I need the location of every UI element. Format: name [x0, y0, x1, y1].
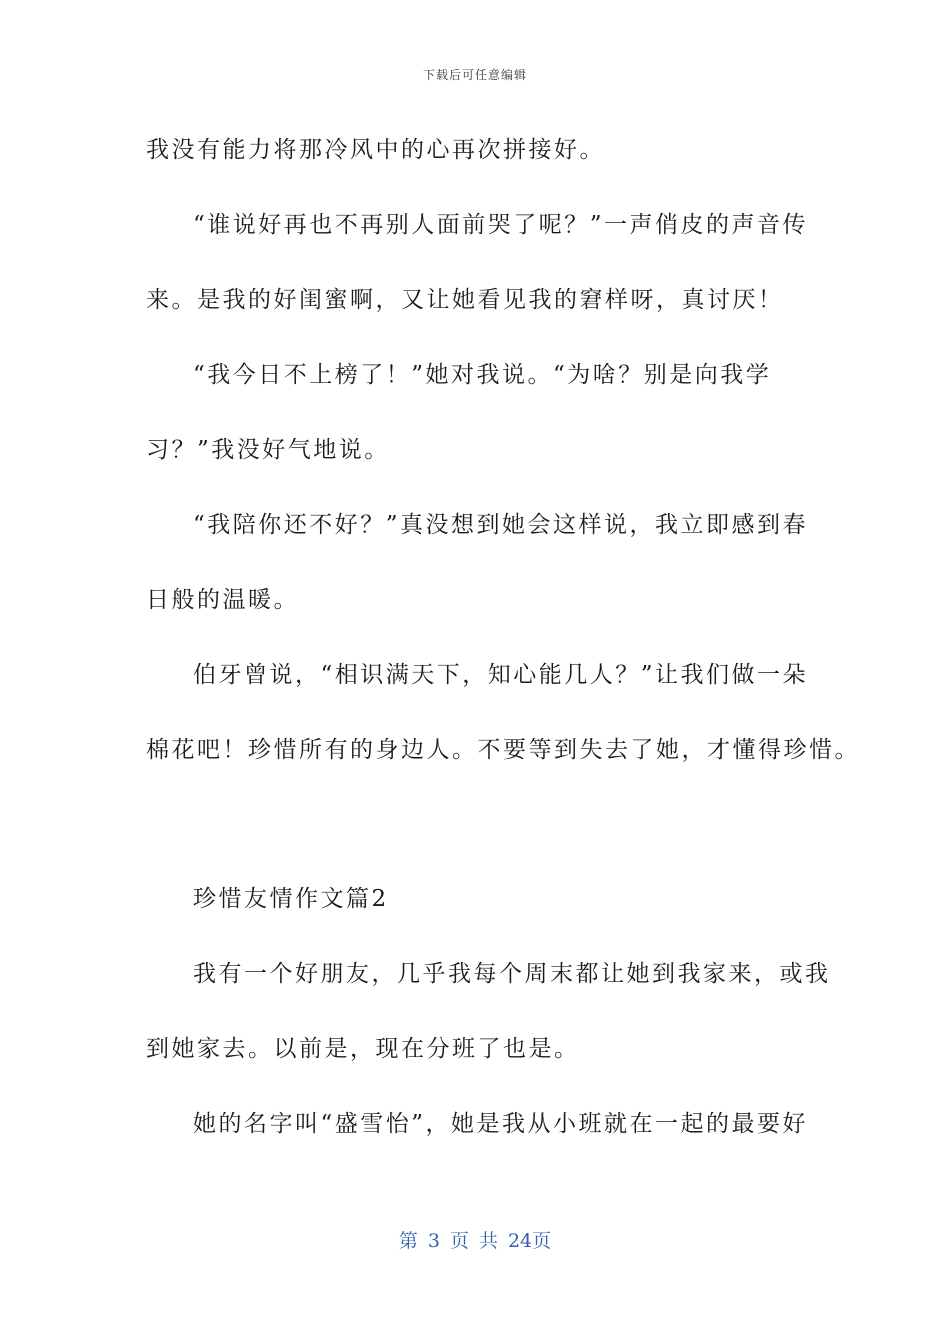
footer-page-number: 3	[427, 1230, 440, 1252]
line-4: “我今日不上榜了！”她对我说。“为啥？别是向我学	[193, 362, 772, 388]
line-6: “我陪你还不好？”真没想到她会这样说，我立即感到春	[193, 512, 809, 538]
line-7: 日般的温暖。	[146, 587, 299, 613]
line-1: 我没有能力将那冷风中的心再次拼接好。	[146, 137, 605, 163]
line-12: 到她家去。以前是，现在分班了也是。	[146, 1036, 580, 1062]
line-5: 习？”我没好气地说。	[146, 437, 390, 463]
footer-total-pages: 24页	[507, 1230, 552, 1252]
line-11: 我有一个好朋友，几乎我每个周末都让她到我家来，或我	[193, 961, 831, 987]
line-2: “谁说好再也不再别人面前哭了呢？”一声俏皮的声音传	[193, 212, 809, 238]
page-footer	[0, 1226, 950, 1253]
footer-total-label: 共	[478, 1230, 498, 1252]
line-8: 伯牙曾说，“相识满天下，知心能几人？”让我们做一朵	[193, 662, 809, 688]
footer-mid: 页	[449, 1230, 469, 1252]
line-9: 棉花吧！珍惜所有的身边人。不要等到失去了她，才懂得珍惜。	[146, 737, 860, 763]
footer-prefix: 第	[398, 1230, 418, 1252]
section-heading: 珍惜友情作文篇2	[193, 886, 389, 912]
page-header: 下载后可任意编辑	[422, 68, 527, 82]
line-13: 她的名字叫“盛雪怡”，她是我从小班就在一起的最要好	[193, 1111, 809, 1137]
line-3: 来。是我的好闺蜜啊，又让她看见我的窘样呀，真讨厌！	[146, 287, 784, 313]
